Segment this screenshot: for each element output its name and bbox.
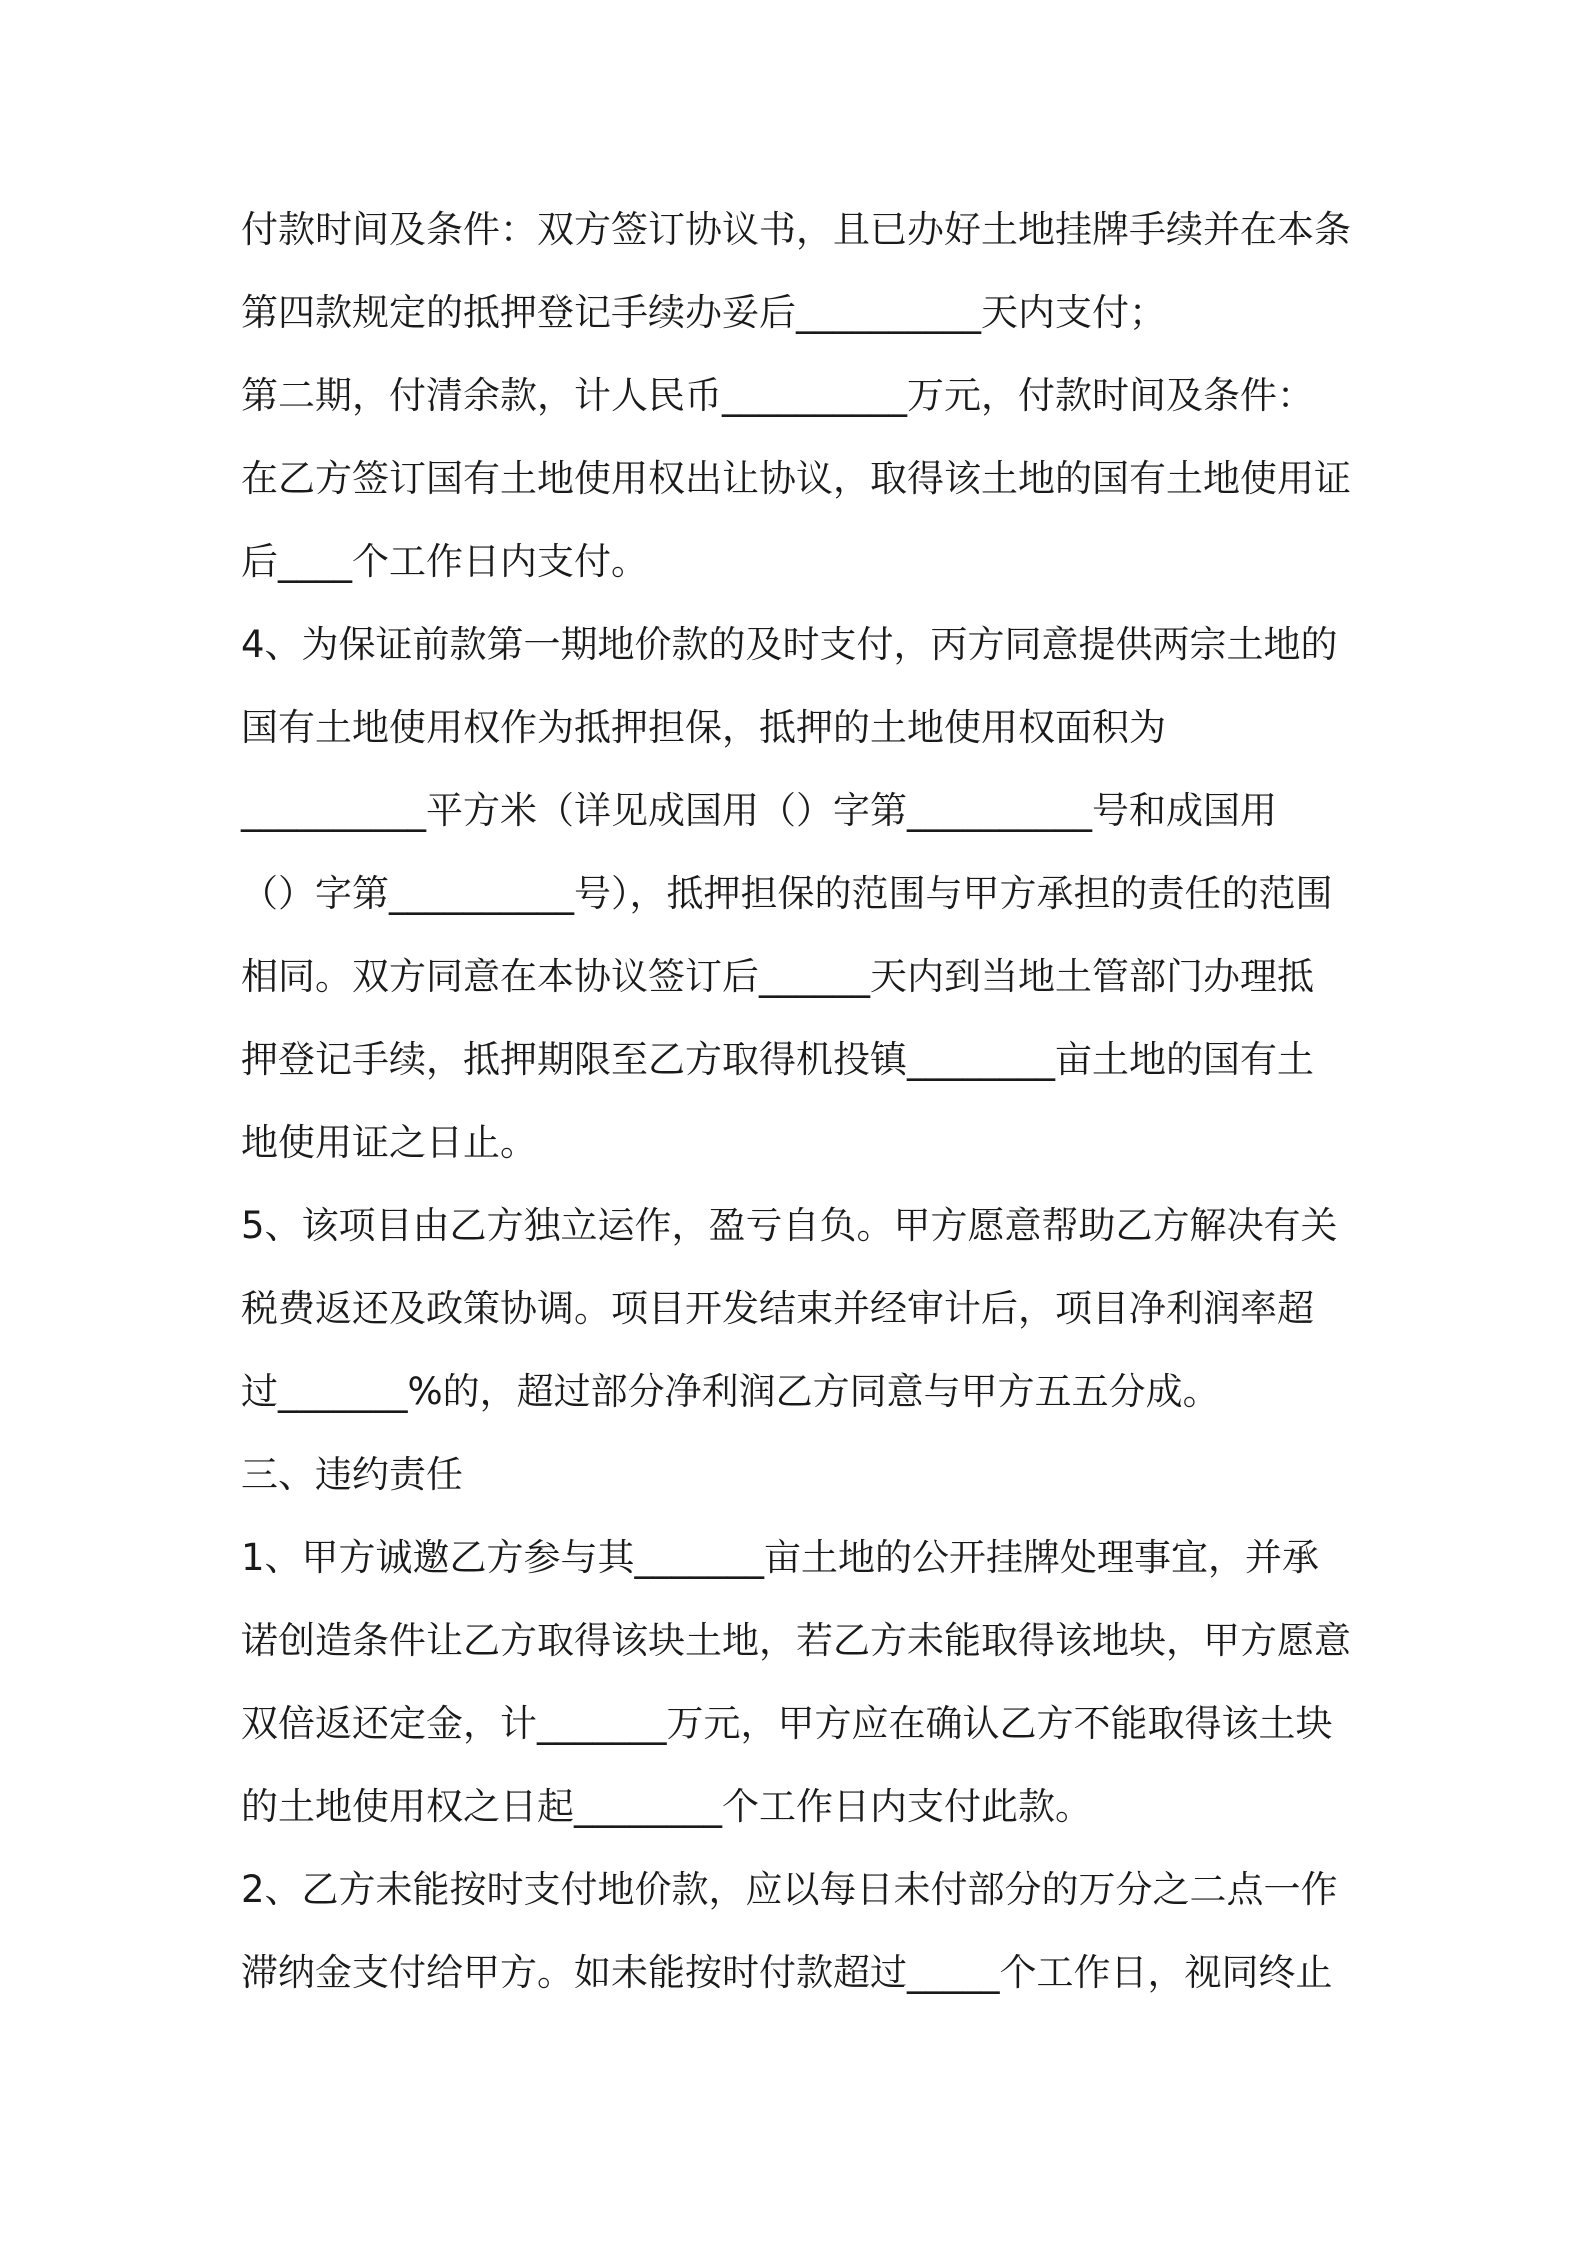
text-line: （）字第__________号），抵押担保的范围与甲方承担的责任的范围 [241,872,1333,915]
text-line: 地使用证之日止。 [241,1121,537,1164]
text-line: 的土地使用权之日起________个工作日内支付此款。 [241,1785,1092,1828]
text-line: 第四款规定的抵押登记手续办妥后__________天内支付； [241,291,1166,334]
text-line: 付款时间及条件：双方签订协议书，且已办好土地挂牌手续并在本条 [241,208,1351,251]
section-heading: 三、违约责任 [241,1453,463,1496]
text-line: 后____个工作日内支付。 [241,540,648,583]
text-line: 相同。双方同意在本协议签订后______天内到当地土管部门办理抵 [241,955,1314,998]
text-line: 在乙方签订国有土地使用权出让协议，取得该土地的国有土地使用证 [241,457,1351,500]
text-line: 第二期，付清余款，计人民币__________万元，付款时间及条件： [241,374,1314,417]
text-line: 滞纳金支付给甲方。如未能按时付款超过_____个工作日，视同终止 [241,1951,1333,1994]
text-line: 过_______%的，超过部分净利润乙方同意与甲方五五分成。 [241,1370,1220,1413]
text-line: 双倍返还定金，计_______万元，甲方应在确认乙方不能取得该土块 [241,1702,1333,1745]
text-line: 4、为保证前款第一期地价款的及时支付，丙方同意提供两宗土地的 [241,623,1338,666]
text-line: 税费返还及政策协调。项目开发结束并经审计后，项目净利润率超 [241,1287,1314,1330]
text-line: 1、甲方诚邀乙方参与其_______亩土地的公开挂牌处理事宜，并承 [241,1536,1320,1579]
document-body [241,202,1361,2028]
text-line: __________平方米（详见成国用（）字第__________号和成国用 [241,789,1277,832]
text-line: 2、乙方未能按时支付地价款，应以每日未付部分的万分之二点一作 [241,1868,1338,1911]
text-line: 诺创造条件让乙方取得该块土地，若乙方未能取得该地块，甲方愿意 [241,1619,1351,1662]
text-line: 5、该项目由乙方独立运作，盈亏自负。甲方愿意帮助乙方解决有关 [241,1204,1338,1247]
text-line: 押登记手续，抵押期限至乙方取得机投镇________亩土地的国有土 [241,1038,1314,1081]
text-line: 国有土地使用权作为抵押担保，抵押的土地使用权面积为 [241,706,1166,749]
